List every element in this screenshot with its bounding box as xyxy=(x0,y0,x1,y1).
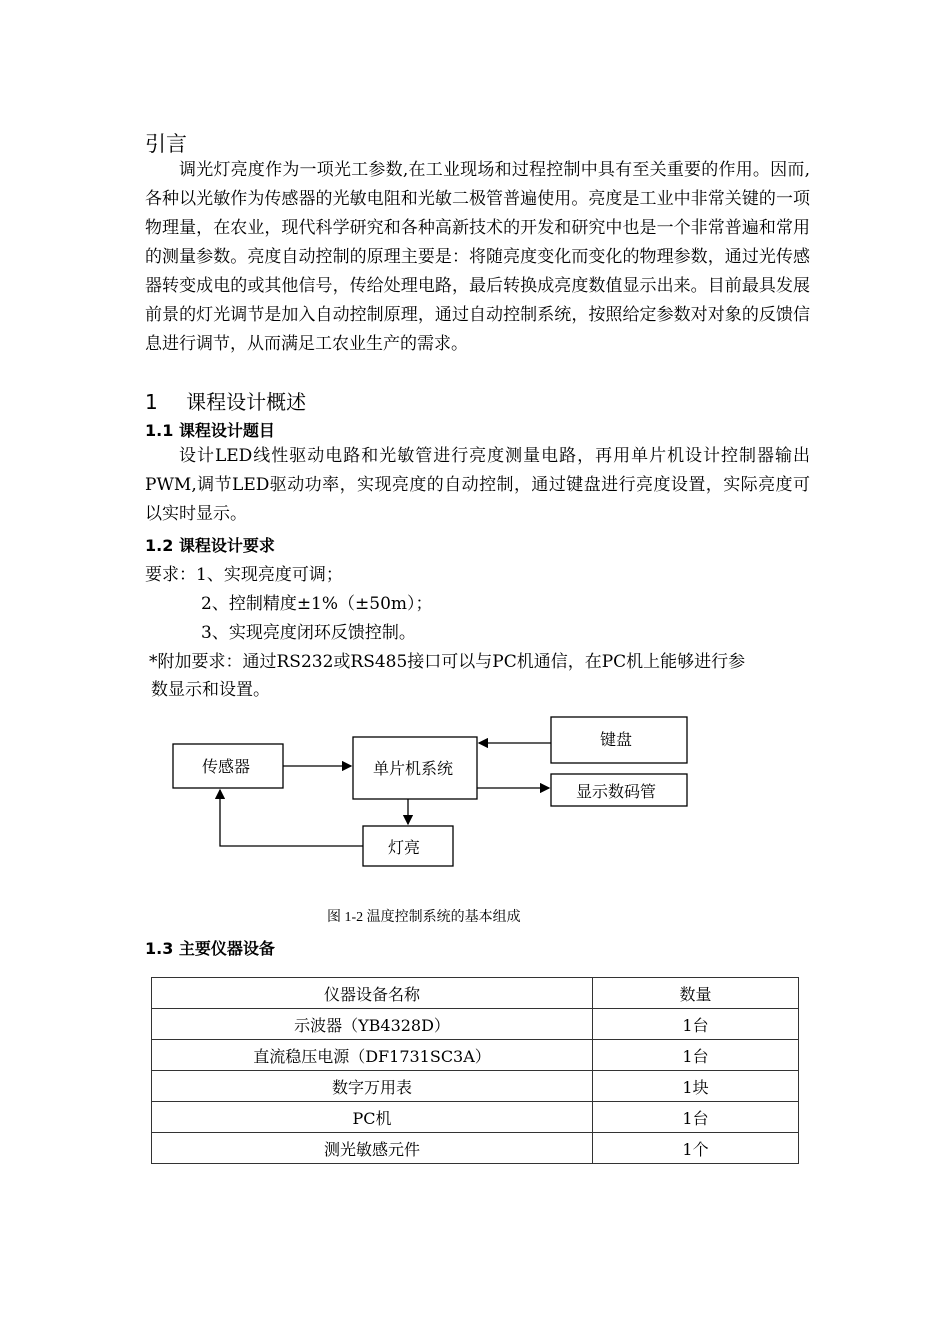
cell-name: PC机 xyxy=(152,1102,593,1133)
cell-quantity: 1台 xyxy=(593,1102,799,1133)
cell-name: 测光敏感元件 xyxy=(152,1133,593,1164)
section-1-1-paragraph: 设计LED线性驱动电路和光敏管进行亮度测量电路，再用单片机设计控制器输出PWM,调节LED驱动功率，实现亮度的自动控制，通过键盘进行亮度设置，实际亮度可以实时显示。 xyxy=(145,446,810,524)
intro-paragraph: 调光灯亮度作为一项光工参数,在工业现场和过程控制中具有至关重要的作用。因而,各种以光敏作为传感器的光敏电阻和光敏二极管普遍使用。亮度是工业中非常关键的一项物理量，在农业，现代科学研究和各种高新技术的开发和研究中也是一个非常普遍和常用的测量参数。亮度自动控制的原理主要是：将随亮度变化而变化的物理参数，通过光传感器转变成电的或其他信号，传给处理电路，最后转换成亮度数值显示出来。目前最具发展前景的灯光调节是加入自动控制原理，通过自动控制系统，按照给定参数对对象的反馈信息进行调节，从而满足工农业生产的需求。 xyxy=(145,160,810,354)
table-row xyxy=(152,1040,799,1071)
cell-name: 示波器（YB4328D） xyxy=(152,1009,593,1040)
extra-requirement-line-2: 数显示和设置。 xyxy=(151,680,270,700)
extra-requirement-line-1: *附加要求：通过RS232或RS485接口可以与PC机通信，在PC机上能够进行参 xyxy=(149,652,746,672)
lamp-label: 灯亮 xyxy=(388,838,421,857)
section-1-number: 1 xyxy=(145,390,158,414)
mcu-label: 单片机系统 xyxy=(373,759,454,778)
table-row xyxy=(152,1133,799,1164)
requirement-3: 3、实现亮度闭环反馈控制。 xyxy=(201,623,416,643)
table-row xyxy=(152,1102,799,1133)
arrow-lamp-feedback-to-sensor xyxy=(220,790,363,846)
requirement-1: 要求：1、实现亮度可调； xyxy=(145,565,343,585)
header-name: 仪器设备名称 xyxy=(152,978,593,1009)
cell-name: 数字万用表 xyxy=(152,1071,593,1102)
requirement-2: 2、控制精度±1%（±50m）； xyxy=(201,594,433,614)
cell-quantity: 1块 xyxy=(593,1071,799,1102)
cell-quantity: 1台 xyxy=(593,1009,799,1040)
keyboard-label: 键盘 xyxy=(600,730,633,749)
sensor-label: 传感器 xyxy=(202,757,251,776)
equipment-table xyxy=(151,977,799,1164)
table-row xyxy=(152,1009,799,1040)
display-label: 显示数码管 xyxy=(576,782,657,801)
cell-name: 直流稳压电源（DF1731SC3A） xyxy=(152,1040,593,1071)
section-1-1-heading: 1.1 课程设计题目 xyxy=(145,421,275,440)
system-block-diagram xyxy=(160,710,700,875)
section-1-3-heading: 1.3 主要仪器设备 xyxy=(145,939,275,958)
intro-heading: 引言 xyxy=(145,132,187,156)
cell-quantity: 1个 xyxy=(593,1133,799,1164)
table-header-row xyxy=(152,978,799,1009)
table-row xyxy=(152,1071,799,1102)
header-quantity: 数量 xyxy=(593,978,799,1009)
section-1-2-heading: 1.2 课程设计要求 xyxy=(145,536,275,555)
cell-quantity: 1台 xyxy=(593,1040,799,1071)
section-1-title: 课程设计概述 xyxy=(186,390,307,414)
diagram-caption: 图 1-2 温度控制系统的基本组成 xyxy=(327,910,521,925)
section-1-heading xyxy=(145,386,306,415)
